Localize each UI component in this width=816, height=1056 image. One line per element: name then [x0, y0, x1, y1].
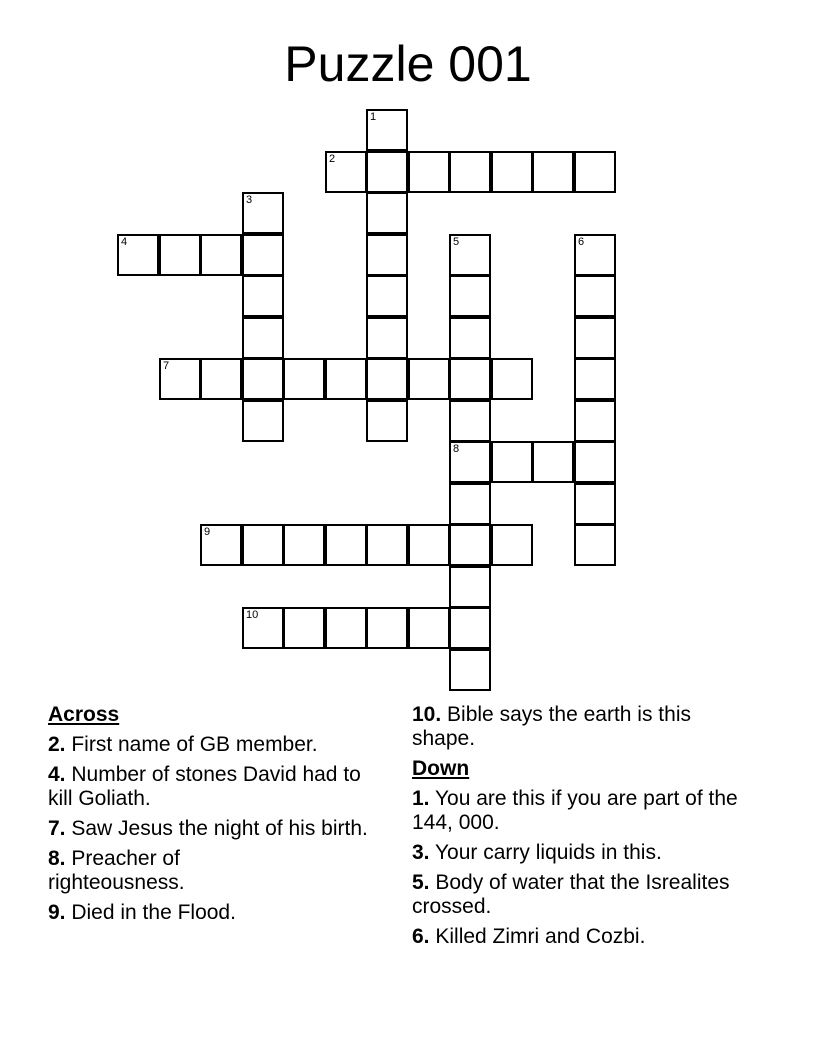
grid-cell[interactable]: [449, 649, 491, 691]
grid-cell[interactable]: [159, 234, 201, 276]
grid-cell[interactable]: [408, 607, 450, 649]
grid-cell[interactable]: [200, 524, 242, 566]
grid-cell[interactable]: [449, 151, 491, 193]
cell-number: 3: [246, 194, 253, 206]
grid-cell[interactable]: [366, 234, 408, 276]
grid-cell[interactable]: [491, 358, 533, 400]
grid-cell[interactable]: [242, 234, 284, 276]
grid-cell[interactable]: [366, 317, 408, 359]
clue-down-1: [412, 787, 752, 835]
grid-cell[interactable]: [449, 483, 491, 525]
cell-number: 7: [163, 360, 170, 372]
cell-number: 8: [453, 443, 460, 455]
grid-cell[interactable]: [408, 358, 450, 400]
grid-cell[interactable]: [242, 524, 284, 566]
clue-number: 1.: [412, 787, 430, 810]
grid-cell[interactable]: [366, 524, 408, 566]
clues-left-column: [48, 703, 388, 931]
grid-cell[interactable]: [283, 607, 325, 649]
clue-across-2: [48, 733, 388, 757]
grid-cell[interactable]: [200, 358, 242, 400]
grid-cell[interactable]: [449, 607, 491, 649]
clue-number: 9.: [48, 901, 66, 924]
grid-cell[interactable]: [574, 524, 616, 566]
grid-cell[interactable]: [574, 275, 616, 317]
clue-across-9: [48, 901, 388, 925]
clue-number: 7.: [48, 817, 66, 840]
grid-cell[interactable]: [532, 441, 574, 483]
clue-text: Your carry liquids in this.: [429, 841, 662, 864]
grid-cell[interactable]: [366, 109, 408, 151]
grid-cell[interactable]: [242, 317, 284, 359]
clue-text: Died in the Flood.: [65, 901, 236, 924]
grid-cell[interactable]: [491, 151, 533, 193]
clue-number: 4.: [48, 763, 66, 786]
clue-across-4: [48, 763, 388, 811]
grid-cell[interactable]: [574, 483, 616, 525]
clue-text: First name of GB member.: [65, 733, 318, 756]
grid-cell[interactable]: [242, 275, 284, 317]
cell-number: 9: [204, 526, 211, 538]
clue-text: Bible says the earth is this shape.: [412, 703, 691, 750]
down-heading: Down: [412, 757, 470, 780]
grid-cell[interactable]: [283, 524, 325, 566]
grid-cell[interactable]: [449, 566, 491, 608]
grid-cell[interactable]: [366, 151, 408, 193]
clue-down-3: [412, 841, 752, 865]
grid-cell[interactable]: [408, 151, 450, 193]
grid-cell[interactable]: [574, 358, 616, 400]
grid-cell[interactable]: [449, 441, 491, 483]
grid-cell[interactable]: [200, 234, 242, 276]
clue-across-8: [48, 847, 288, 895]
cell-number: 10: [246, 609, 259, 621]
grid-cell[interactable]: [325, 358, 367, 400]
grid-cell[interactable]: [117, 234, 159, 276]
grid-cell[interactable]: [449, 275, 491, 317]
clue-text: Saw Jesus the night of his birth.: [65, 817, 368, 840]
puzzle-title: Puzzle 001: [284, 36, 532, 92]
clues-right-column: [412, 703, 752, 955]
grid-cell[interactable]: [242, 192, 284, 234]
clue-text: Number of stones David had to kill Goliath.: [48, 763, 361, 810]
grid-cell[interactable]: [366, 607, 408, 649]
grid-cell[interactable]: [449, 524, 491, 566]
cell-number: 5: [453, 236, 460, 248]
grid-cell[interactable]: [449, 234, 491, 276]
grid-cell[interactable]: [408, 524, 450, 566]
grid-cell[interactable]: [574, 317, 616, 359]
grid-cell[interactable]: [325, 607, 367, 649]
grid-cell[interactable]: [325, 524, 367, 566]
grid-cell[interactable]: [366, 275, 408, 317]
grid-cell[interactable]: [366, 358, 408, 400]
clue-down-5: [412, 871, 752, 919]
clue-across-7: [48, 817, 388, 841]
grid-cell[interactable]: [574, 151, 616, 193]
clue-text: Body of water that the Isrealites crossed.: [412, 871, 730, 918]
clue-number: 6.: [412, 925, 430, 948]
cell-number: 4: [121, 236, 128, 248]
grid-cell[interactable]: [491, 524, 533, 566]
clue-text: Preacher of righteousness.: [48, 847, 185, 894]
clue-across-10: [412, 703, 752, 751]
grid-cell[interactable]: [283, 358, 325, 400]
clue-text: Killed Zimri and Cozbi.: [429, 925, 646, 948]
cell-number: 1: [370, 111, 377, 123]
clue-down-6: [412, 925, 752, 949]
grid-cell[interactable]: [574, 234, 616, 276]
grid-cell[interactable]: [449, 400, 491, 442]
clue-number: 10.: [412, 703, 442, 726]
grid-cell[interactable]: [574, 441, 616, 483]
across-heading: Across: [48, 703, 120, 726]
grid-cell[interactable]: [449, 317, 491, 359]
grid-cell[interactable]: [242, 400, 284, 442]
grid-cell[interactable]: [325, 151, 367, 193]
grid-cell[interactable]: [532, 151, 574, 193]
grid-cell[interactable]: [366, 400, 408, 442]
cell-number: 2: [329, 153, 336, 165]
grid-cell[interactable]: [159, 358, 201, 400]
clue-number: 3.: [412, 841, 430, 864]
grid-cell[interactable]: [366, 192, 408, 234]
grid-cell[interactable]: [449, 358, 491, 400]
clue-number: 2.: [48, 733, 66, 756]
grid-cell[interactable]: [242, 607, 284, 649]
grid-cell[interactable]: [242, 358, 284, 400]
clue-number: 5.: [412, 871, 430, 894]
grid-cell[interactable]: [574, 400, 616, 442]
grid-cell[interactable]: [491, 441, 533, 483]
clue-number: 8.: [48, 847, 66, 870]
clue-text: You are this if you are part of the 144, 000.: [412, 787, 738, 834]
cell-number: 6: [578, 236, 585, 248]
